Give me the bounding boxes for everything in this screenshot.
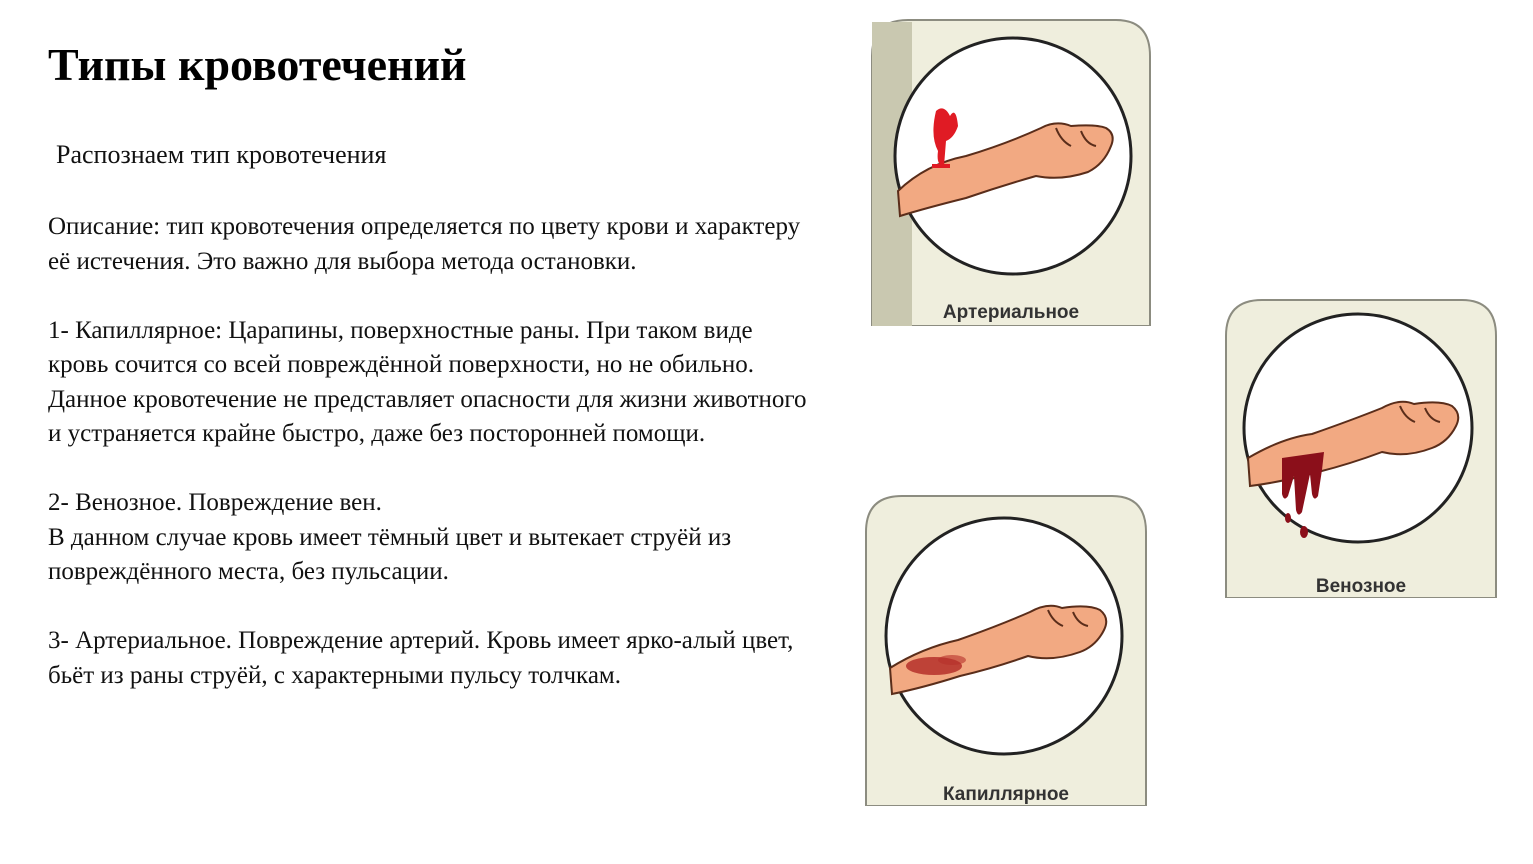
venous-paragraph-line2: В данном случае кровь имеет тёмный цвет и вытекает струёй из повреждённого места, без пульсации. bbox=[48, 523, 732, 585]
page-subtitle: Распознаем тип кровотечения bbox=[56, 140, 387, 169]
capillary-caption: Капиллярное bbox=[942, 784, 1070, 805]
arterial-bleeding-card bbox=[866, 16, 1156, 326]
intro-paragraph: Описание: тип кровотечения определяется по цвету крови и характеру её истечения. Это важно для выбора метода остановки. bbox=[48, 213, 801, 275]
capillary-illustration bbox=[862, 492, 1150, 806]
capillary-bleeding-card bbox=[862, 492, 1150, 806]
venous-caption: Венозное bbox=[1315, 576, 1407, 597]
page-title: Типы кровотечений bbox=[48, 39, 467, 90]
description-text bbox=[48, 210, 808, 693]
capillary-paragraph: 1- Капиллярное: Царапины, поверхностные раны. При таком виде кровь сочится со всей повреждённой поверхности, но не обильно. Данное кровотечение не представляет опасности для жизни животного и устраняется крайне быстро, даже без посторонней помощи. bbox=[48, 316, 807, 447]
venous-paragraph-line1: 2- Венозное. Повреждение вен. bbox=[48, 489, 382, 516]
arterial-illustration bbox=[866, 16, 1156, 326]
venous-illustration bbox=[1222, 296, 1500, 598]
arterial-caption: Артериальное bbox=[942, 302, 1080, 323]
venous-bleeding-card bbox=[1222, 296, 1500, 598]
arterial-paragraph: 3- Артериальное. Повреждение артерий. Кровь имеет ярко-алый цвет, бьёт из раны струёй, с характерными пульсу толчкам. bbox=[48, 627, 794, 689]
